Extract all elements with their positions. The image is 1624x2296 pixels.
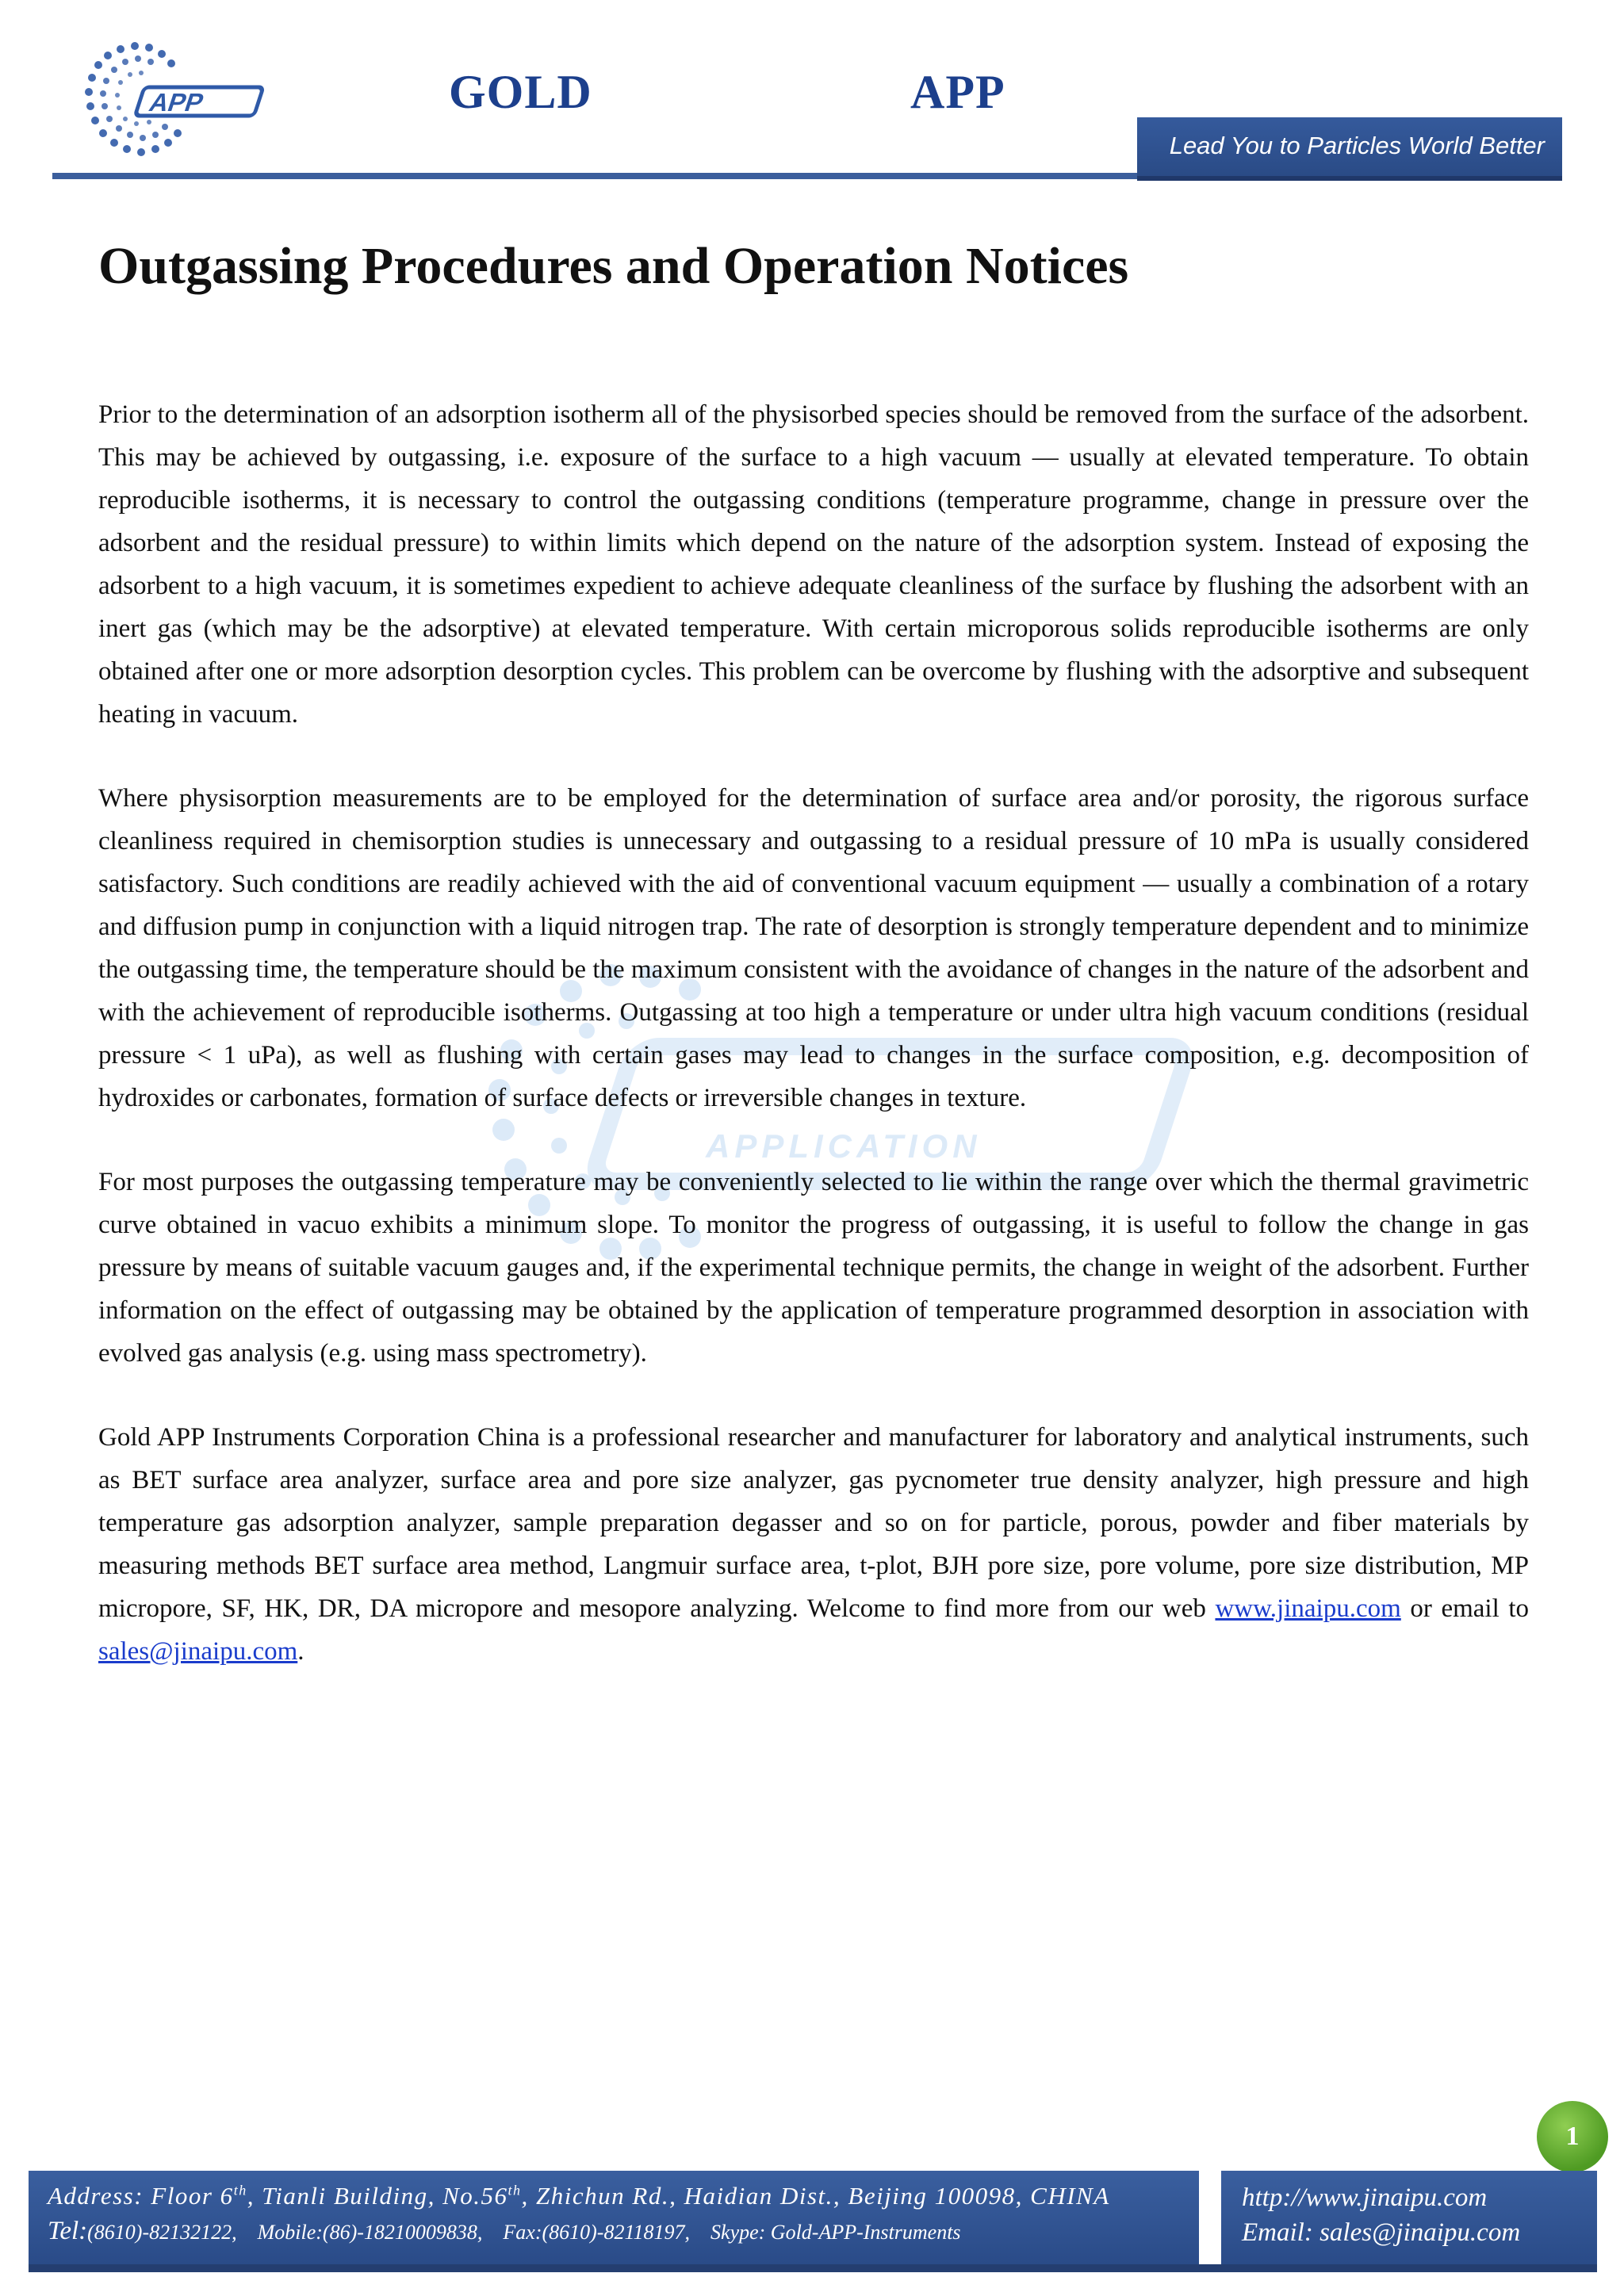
paragraph-outgassing-intro: Prior to the determination of an adsorption isotherm all of the physisorbed species should be removed from the surface of the adsorbent. This may be achieved by outgassing, i.e. exposure of the surface to a high vacuum — usually at elevated temperature. To obtain reproducible isotherms, it is necessary to control the outgassing conditions (temperature programme, change in pressure over the adsorbent and the residual pressure) to within limits which depend on the nature of the adsorption system. Instead of exposing the adsorbent to a high vacuum, it is sometimes expedient to achieve adequate cleanliness of the surface by flushing the adsorbent with an inert gas (which may be the adsorptive) at elevated temperature. With certain microporous solids reproducible isotherms are only obtained after one or more adsorption desorption cycles. This problem can be overcome by flushing with the adsorptive and subsequent heating in vacuum. [98, 400, 1529, 729]
slogan-text: Lead You to Particles World Better [1169, 132, 1545, 159]
address-part: , Tianli Building, No.56 [247, 2182, 508, 2210]
website-link[interactable]: www.jinaipu.com [1215, 1594, 1401, 1623]
mobile-number: Mobile:(86)-18210009838, [257, 2221, 483, 2244]
address-sup: th [508, 2182, 522, 2198]
company-info-middle: or email to [1400, 1594, 1530, 1623]
footer-website[interactable]: http://www.jinaipu.com [1242, 2183, 1488, 2212]
header-rule [52, 173, 1137, 179]
address-part: Address: Floor 6 [48, 2182, 234, 2210]
email-link[interactable]: sales@jinaipu.com [98, 1637, 298, 1666]
footer-web-panel [1221, 2171, 1597, 2264]
paragraph-company-info [98, 1416, 1529, 1673]
svg-text:APPLICATION: APPLICATION [706, 1127, 982, 1165]
tel-number: (8610)-82132122, [87, 2221, 237, 2244]
company-info-text: Gold APP Instruments Corporation China is a professional researcher and manufacturer for laboratory and analytical instruments, such as BET surface area analyzer, surface area and pore size analyzer, gas pycnometer true density analyzer, high pressure and high temperature gas adsorption analyzer, sample preparation degasser and so on for particle, porous, powder and fiber materials by measuring methods BET surface area method, Langmuir surface area, t-plot, BJH pore size, pore volume, pore size distribution, MP micropore, SF, HK, DR, DA micropore and mesopore analyzing. Welcome to find more from our web [98, 1423, 1529, 1623]
address-sup: th [233, 2182, 247, 2198]
page-number-badge: 1 [1537, 2101, 1608, 2172]
footer-email[interactable]: Email: sales@jinaipu.com [1242, 2218, 1521, 2247]
document-body [98, 393, 1529, 1714]
page-title: Outgassing Procedures and Operation Notices [98, 237, 1129, 295]
paragraph-physisorption-conditions: Where physisorption measurements are to be employed for the determination of surface area and/or porosity, the rigorous surface cleanliness required in chemisorption studies is unnecessary and outgassing to a residual pressure of 10 mPa is usually considered satisfactory. Such conditions are readily achieved with the aid of conventional vacuum equipment — usually a combination of a rotary and diffusion pump in conjunction with a liquid nitrogen trap. The rate of desorption is strongly temperature dependent and to minimize the outgassing time, the temperature should be the maximum consistent with the avoidance of changes in the nature of the adsorbent and with the achievement of reproducible isotherms. Outgassing at too high a temperature or under ultra high vacuum conditions (residual pressure < 1 uPa), as well as flushing with certain gases may lead to changes in the surface composition, e.g. decomposition of hydroxides or carbonates, formation of surface defects or irreversible changes in texture. [98, 784, 1529, 1112]
tel-label: Tel: [48, 2217, 88, 2245]
company-info-end: . [297, 1637, 304, 1666]
address-part: , Zhichun Rd., Haidian Dist., Beijing 100098, CHINA [521, 2182, 1110, 2210]
footer-address-panel [29, 2171, 1199, 2264]
paragraph-outgassing-temperature: For most purposes the outgassing temperature may be conveniently selected to lie within the range over which the thermal gravimetric curve obtained in vacuo exhibits a minimum slope. To monitor the progress of outgassing, it is useful to follow the change in gas pressure by means of suitable vacuum gauges and, if the experimental technique permits, the change in weight of the adsorbent. Further information on the effect of outgassing may be obtained by the application of temperature programmed desorption in association with evolved gas analysis (e.g. using mass spectrometry). [98, 1168, 1529, 1368]
footer-contact-numbers [48, 2217, 982, 2246]
app-logo-icon [73, 33, 271, 168]
company-logo [73, 33, 271, 168]
skype-id: Skype: Gold-APP-Instruments [710, 2221, 961, 2244]
brand-app: APP [910, 66, 1005, 118]
fax-number: Fax:(8610)-82118197, [503, 2221, 691, 2244]
footer-bottom-rule [29, 2264, 1597, 2272]
brand-gold: GOLD [449, 66, 592, 118]
slogan-banner [1137, 117, 1562, 181]
svg-text:APP: APP [146, 87, 208, 117]
footer-address [48, 2182, 1110, 2210]
